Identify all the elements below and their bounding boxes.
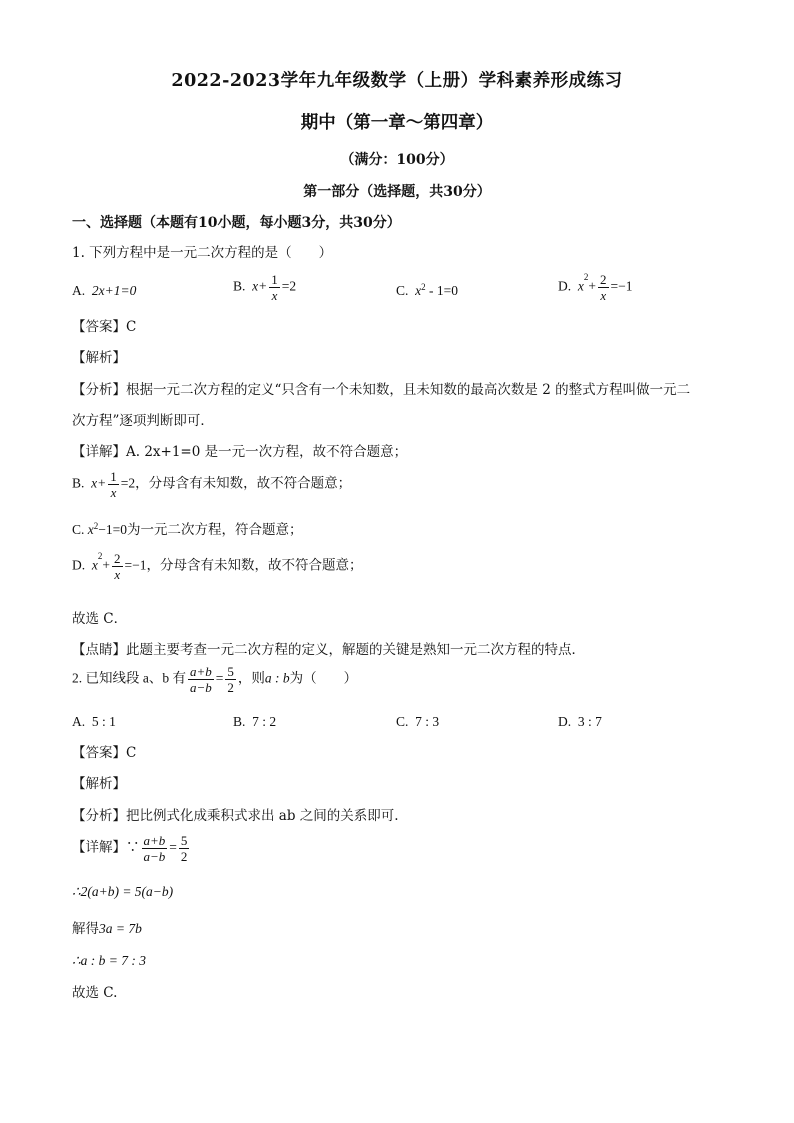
option-expr: 7 : 2	[252, 714, 277, 729]
stem-text: ，则	[237, 670, 265, 686]
q1-fenxi-line1: 【分析】根据一元二次方程的定义“只含有一个未知数，且未知数的最高次数是 2 的整式方程叫做一元二	[72, 382, 691, 398]
q1-stem: 1. 下列方程中是一元二次方程的是（ ）	[72, 245, 333, 261]
denominator: 2	[227, 680, 234, 695]
q2-option-b	[233, 713, 276, 731]
exponent: 2	[97, 551, 103, 561]
part-heading: 第一部分（选择题，共30分）	[303, 184, 491, 200]
q1-option-c	[396, 282, 458, 300]
detail-label: B.	[72, 475, 85, 491]
section-heading: 一、选择题（本题有10小题，每小题3分，共30分）	[72, 215, 401, 231]
detail-expr-tail: −1=0	[98, 522, 127, 537]
q2-choose: 故选 C.	[72, 985, 118, 1001]
detail-expr: x+	[91, 475, 107, 491]
document-title: 2022-2023学年九年级数学（上册）学科素养形成练习	[171, 71, 623, 91]
option-expr: 3 : 7	[577, 714, 602, 729]
q2-option-d	[558, 713, 602, 731]
option-expr: 7 : 3	[415, 714, 440, 729]
option-expr-tail: =−1	[610, 278, 633, 294]
q2-detail	[72, 833, 191, 864]
q2-step3: ∴a : b = 7 : 3	[72, 953, 146, 968]
detail-label: C.	[72, 522, 88, 537]
exponent: 2	[421, 282, 426, 292]
q1-option-d	[558, 272, 632, 303]
denominator: a−b	[190, 680, 212, 695]
numerator: 5	[227, 664, 234, 679]
fraction	[269, 272, 280, 303]
numerator: a+b	[143, 833, 166, 848]
q2-option-c	[396, 713, 439, 731]
option-label: D.	[558, 714, 572, 729]
q2-fenxi: 【分析】把比例式化成乘积式求出 ab 之间的关系即可.	[72, 808, 399, 824]
numerator: 2	[114, 551, 121, 566]
fraction	[225, 664, 236, 695]
option-expr-tail: =2	[281, 278, 297, 294]
q1-choose: 故选 C．	[72, 611, 128, 627]
plus-sign: +	[588, 278, 596, 294]
q2-option-a	[72, 713, 116, 731]
numerator: 1	[271, 272, 278, 287]
q2-step2	[72, 920, 142, 938]
denominator: x	[110, 485, 117, 500]
fraction	[112, 551, 123, 582]
option-expr-tail: - 1=0	[425, 283, 458, 298]
q1-option-b	[233, 272, 296, 303]
document-subtitle: 期中（第一章～第四章）	[300, 113, 494, 133]
step-math: 3a = 7b	[99, 921, 142, 936]
option-expr: 5 : 1	[91, 714, 116, 729]
detail-base: x	[87, 522, 94, 537]
fraction	[598, 272, 609, 303]
q1-analysis: 【解析】	[72, 350, 126, 366]
denominator: 2	[180, 849, 188, 864]
q1-detail-b	[72, 469, 351, 500]
numerator: 1	[110, 469, 117, 484]
q1-fenxi-line2: 次方程”逐项判断即可．	[72, 413, 214, 429]
q2-analysis: 【解析】	[72, 776, 126, 792]
q1-detail-d	[72, 551, 362, 582]
numerator: 5	[180, 833, 188, 848]
q1-detail-a: 【详解】A. 2x+1=0 是一元一次方程，故不符合题意；	[72, 444, 408, 460]
denominator: x	[114, 567, 121, 582]
exponent: 2	[583, 272, 589, 282]
option-label: A.	[72, 283, 86, 298]
equals-sign: =	[169, 839, 177, 855]
fraction	[179, 833, 190, 864]
fraction	[188, 664, 214, 695]
fraction	[108, 469, 119, 500]
denominator: a−b	[143, 849, 166, 864]
detail-base: x	[91, 557, 98, 573]
q1-option-a	[72, 282, 136, 300]
stem-ratio: a : b	[264, 670, 290, 686]
q1-comment: 【点睛】此题主要考查一元二次方程的定义，解题的关键是熟知一元二次方程的特点．	[72, 642, 585, 658]
plus-sign: +	[102, 557, 110, 573]
equals-sign: =	[215, 670, 224, 686]
stem-text: 为（ ）	[289, 670, 358, 686]
q1-detail-c	[72, 521, 303, 539]
exponent: 2	[93, 521, 99, 531]
numerator: a+b	[190, 664, 212, 679]
full-score: （满分：100分）	[340, 152, 454, 168]
option-label: D.	[558, 278, 572, 294]
option-expr: x+	[252, 278, 268, 294]
q1-answer: 【答案】C	[72, 319, 137, 335]
option-label: A.	[72, 714, 86, 729]
option-label: B.	[233, 714, 246, 729]
option-expr: 2x+1=0	[91, 283, 137, 298]
option-base: x	[415, 283, 422, 298]
option-label: C.	[396, 283, 409, 298]
denominator: x	[271, 288, 278, 303]
detail-text: 【详解】∵	[72, 839, 140, 855]
q2-step1: ∴2(a+b) = 5(a−b)	[72, 884, 174, 899]
detail-text: ，分母含有未知数，故不符合题意；	[135, 475, 352, 491]
option-label: C.	[396, 714, 409, 729]
denominator: x	[600, 288, 607, 303]
detail-expr-tail: =−1	[124, 557, 147, 573]
stem-text: 2. 已知线段 a、b 有	[72, 670, 186, 686]
option-label: B.	[233, 278, 246, 294]
option-base: x	[577, 278, 584, 294]
q2-stem	[72, 664, 357, 695]
detail-text: 为一元二次方程，符合题意；	[127, 522, 303, 537]
numerator: 2	[600, 272, 607, 287]
step-text: 解得	[72, 921, 99, 936]
detail-label: D.	[72, 557, 86, 573]
q2-answer: 【答案】C	[72, 745, 137, 761]
fraction	[142, 833, 168, 864]
detail-text: ，分母含有未知数，故不符合题意；	[146, 557, 363, 573]
detail-expr-tail: =2	[120, 475, 136, 491]
